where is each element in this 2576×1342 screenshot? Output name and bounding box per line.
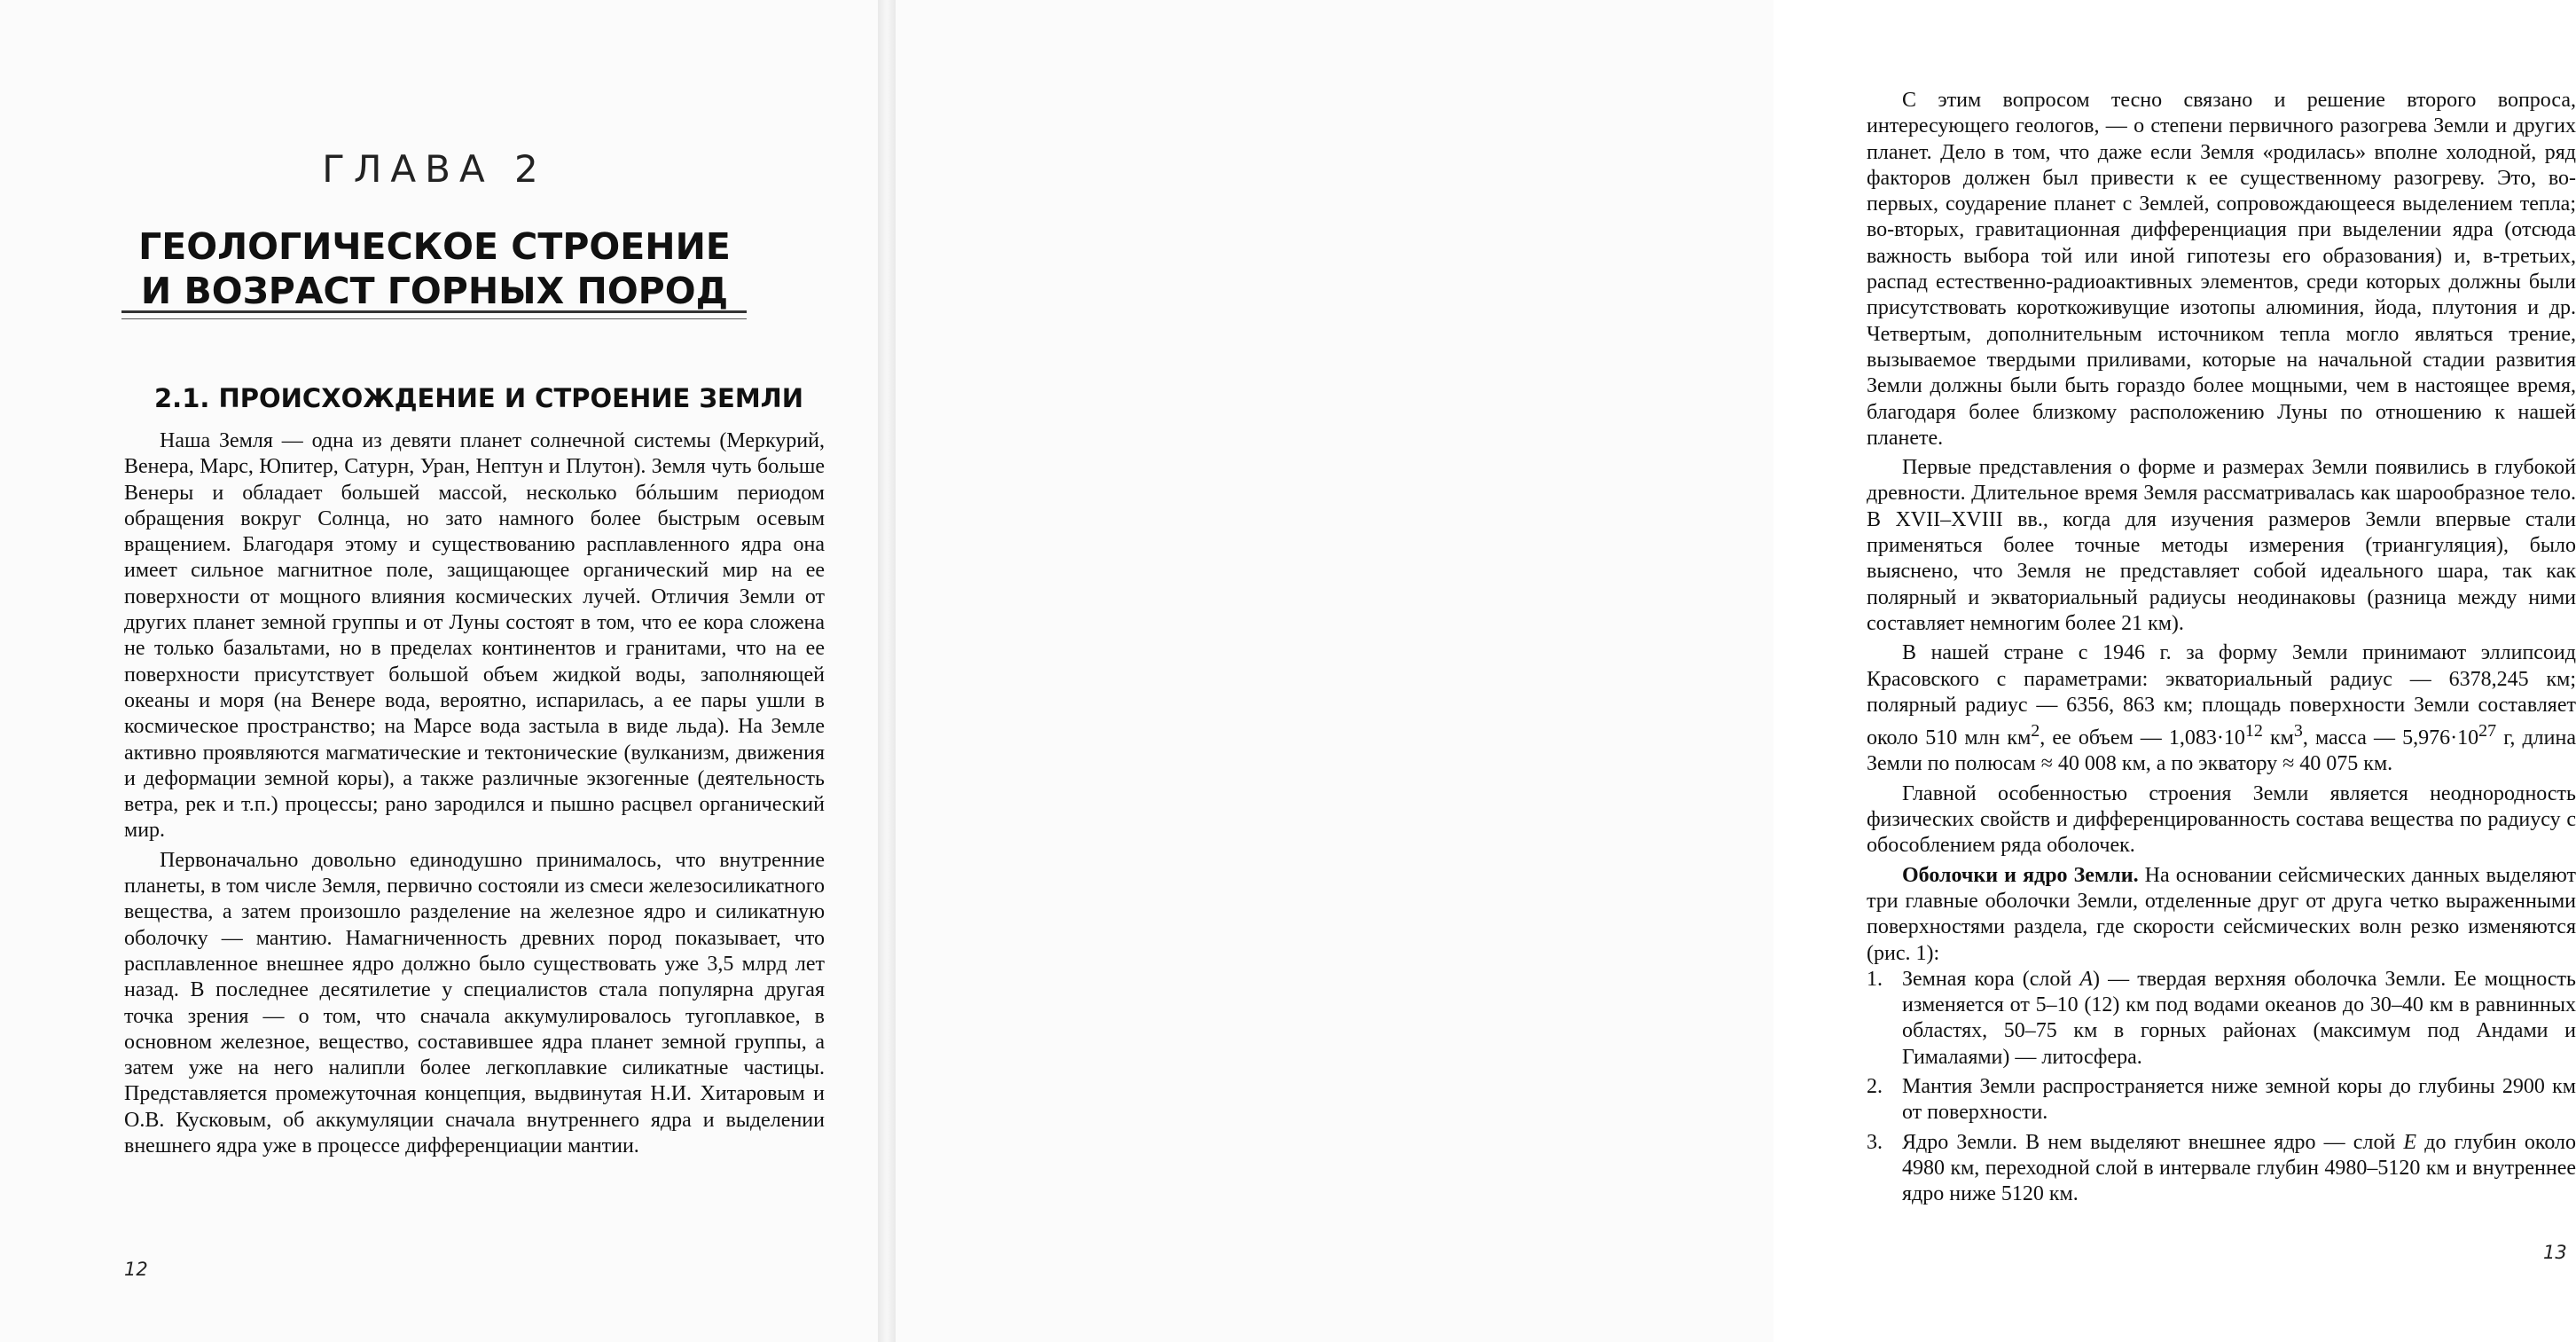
chapter-divider [121, 310, 747, 319]
earth-layers-list [1867, 967, 2576, 1208]
page-number-left: 12 [124, 1259, 148, 1280]
shells-paragraph [1867, 863, 2576, 967]
text-run: Мантия Земли распространяется ниже земной коры до глубины 2900 км от поверхности. [1902, 1074, 2576, 1125]
left-page [0, 0, 878, 1342]
list-number: 2. [1867, 1074, 1883, 1098]
list-item [1867, 1130, 2576, 1208]
list-item [1867, 1074, 2576, 1126]
text-run: г, длина Земли по полюсам ≈ 40 008 км, а по экватору ≈ 40 075 км. [1867, 726, 2576, 776]
text-run: Ядро Земли. В нем выделяют внешнее ядро — слой [1902, 1130, 2404, 1154]
text-run: На основании сейсмических данных выделяют три главные оболочки Земли, отделенные друг от друга четко выраженными поверхностями раздела, где скорости сейсмических волн резко изменяются (рис. 1): [1867, 863, 2576, 965]
text-run: до глубин около 4980 км, переходной слой в интервале глубин 4980–5120 км и внутреннее ядро ниже 5120 км. [1902, 1130, 2576, 1206]
list-number: 1. [1867, 967, 1883, 991]
paragraph: Главной особенностью строения Земли является неоднородность физических свойств и дифференцированность состава вещества по радиусу с обособлением ряда оболочек. [1867, 781, 2576, 858]
section-title: 2.1. ПРОИСХОЖДЕНИЕ И СТРОЕНИЕ ЗЕМЛИ [154, 383, 804, 413]
text-run: , масса — 5,976·10 [2302, 726, 2479, 750]
layer-letter: А [2079, 967, 2093, 991]
right-body-text [1867, 88, 2576, 1207]
text-run: км [2262, 726, 2294, 750]
text-run: , ее объем — 1,083·10 [2040, 726, 2245, 750]
text-run: В нашей стране с 1946 г. за форму Земли принимают эллипсоид Красовского с параметрами: экваториальный радиус — 6378,245 км; полярный радиус — 6356, 863 км; площадь поверхности Земли составляет около 510 млн км [1867, 641, 2576, 750]
paragraph: Первые представления о форме и размерах Земли появились в глубокой древности. Длительное время Земля рассматривалась как шарообразное тело. В XVII–XVIII вв., когда для изучения размеров Земли впервые стали применяться более точные методы измерения (триангуляция), было выяснено, что Земля не представляет собой идеального шара, так как полярный и экваториальный радиусы неодинаковы (разница между ними составляет немногим более 21 км). [1867, 456, 2576, 635]
layer-letter: Е [2403, 1130, 2417, 1154]
chapter-title-line1: ГЕОЛОГИЧЕСКОЕ СТРОЕНИЕ [138, 225, 731, 268]
earth-figures-paragraph [1867, 640, 2576, 777]
superscript: 12 [2244, 721, 2263, 742]
paragraph: Наша Земля — одна из девяти планет солнечной системы (Меркурий, Венера, Марс, Юпитер, Сатурн, Уран, Нептун и Плутон). Земля чуть больше Венеры и обладает большей массой, несколько бóльшим периодом обращения вокруг Солнца, но зато намного более быстрым осевым вращением. Благодаря этому и существованию расплавленного ядра она имеет сильное магнитное поле, защищающее органический мир на ее поверхности от мощного влияния космических лучей. Отличия Земли от других планет земной группы и от Луны состоят в том, что ее кора сложена не только базальтами, но в пределах континентов и гранитами, что на ее поверхности присутствует большой объем жидкой воды, заполняющей океаны и моря (на Венере вода, вероятно, испарилась, а ее пары ушли в космическое пространство; на Марсе вода застыла в виде льда). На Земле активно проявляются магматические и тектонические (вулканизм, движения и деформации земной коры), а также различные экзогенные (деятельность ветра, рек и т.п.) процессы; рано зародился и пышно расцвел органический мир. [124, 429, 825, 843]
text-run: ) — твердая верхняя оболочка Земли. Ее мощность изменяется от 5–10 (12) км под водами океанов до 30–40 км в равнинных областях, 50–75 км в горных районах (максимум под Андами и Гималаями) — литосфера. [1902, 967, 2576, 1069]
book-spine [878, 0, 896, 1342]
list-item [1867, 967, 2576, 1071]
paragraph: Первоначально довольно единодушно принималось, что внутренние планеты, в том числе Земля, первично состояли из смеси железосиликатного вещества, а затем произошло разделение на железное ядро и силикатную оболочку — мантию. Намагниченность древних пород показывает, что расплавленное внешнее ядро должно было существовать уже 3,5 млрд лет назад. В последнее десятилетие у специалистов стала популярна другая точка зрения — о том, что сначала аккумулировалось тугоплавкое, в основном железное, вещество, составившее ядра планет земной группы, а затем уже на него налипли более легкоплавкие силикатные частицы. Представляется промежуточная концепция, выдвинутая Н.И. Хитаровым и О.В. Кусковым, об аккумуляции сначала внутреннего ядра и выделении внешнего ядра уже в процессе дифференциации мантии. [124, 848, 825, 1158]
left-body-text [124, 428, 825, 1159]
text-run: Земная кора (слой [1902, 967, 2080, 991]
paragraph: С этим вопросом тесно связано и решение второго вопроса, интересующего геологов, — о степени первичного разогрева Земли и других планет. Дело в том, что даже если Земля «родилась» вполне холодной, ряд факторов должен был привести к ее существенному разогреву. Это, во-первых, соударение планет с Землей, сопровождающееся выделением тепла; во-вторых, гравитационная дифференциация при выделении ядра (отсюда важность выбора той или иной гипотезы его образования) и, в-третьих, распад естественно-радиоактивных элементов, среди которых должны были присутствовать короткоживущие изотопы алюминия, йода, плутония и др. Четвертым, дополнительным источником тепла могло являться трение, вызываемое твердыми приливами, которые на начальной стадии развития Земли должны были быть гораздо более мощными, чем в настоящее время, благодаря более близкому расположению Луны по отношению к нашей планете. [1867, 89, 2576, 450]
chapter-title-line2: И ВОЗРАСТ ГОРНЫХ ПОРОД [140, 270, 729, 312]
superscript: 2 [2031, 721, 2040, 742]
chapter-label: ГЛАВА 2 [322, 147, 547, 191]
page-number-right: 13 [2543, 1242, 2567, 1263]
chapter-title [124, 224, 745, 313]
superscript: 27 [2478, 721, 2497, 742]
shells-heading: Оболочки и ядро Земли. [1902, 863, 2139, 887]
superscript: 3 [2293, 721, 2303, 742]
list-number: 3. [1867, 1130, 1883, 1154]
